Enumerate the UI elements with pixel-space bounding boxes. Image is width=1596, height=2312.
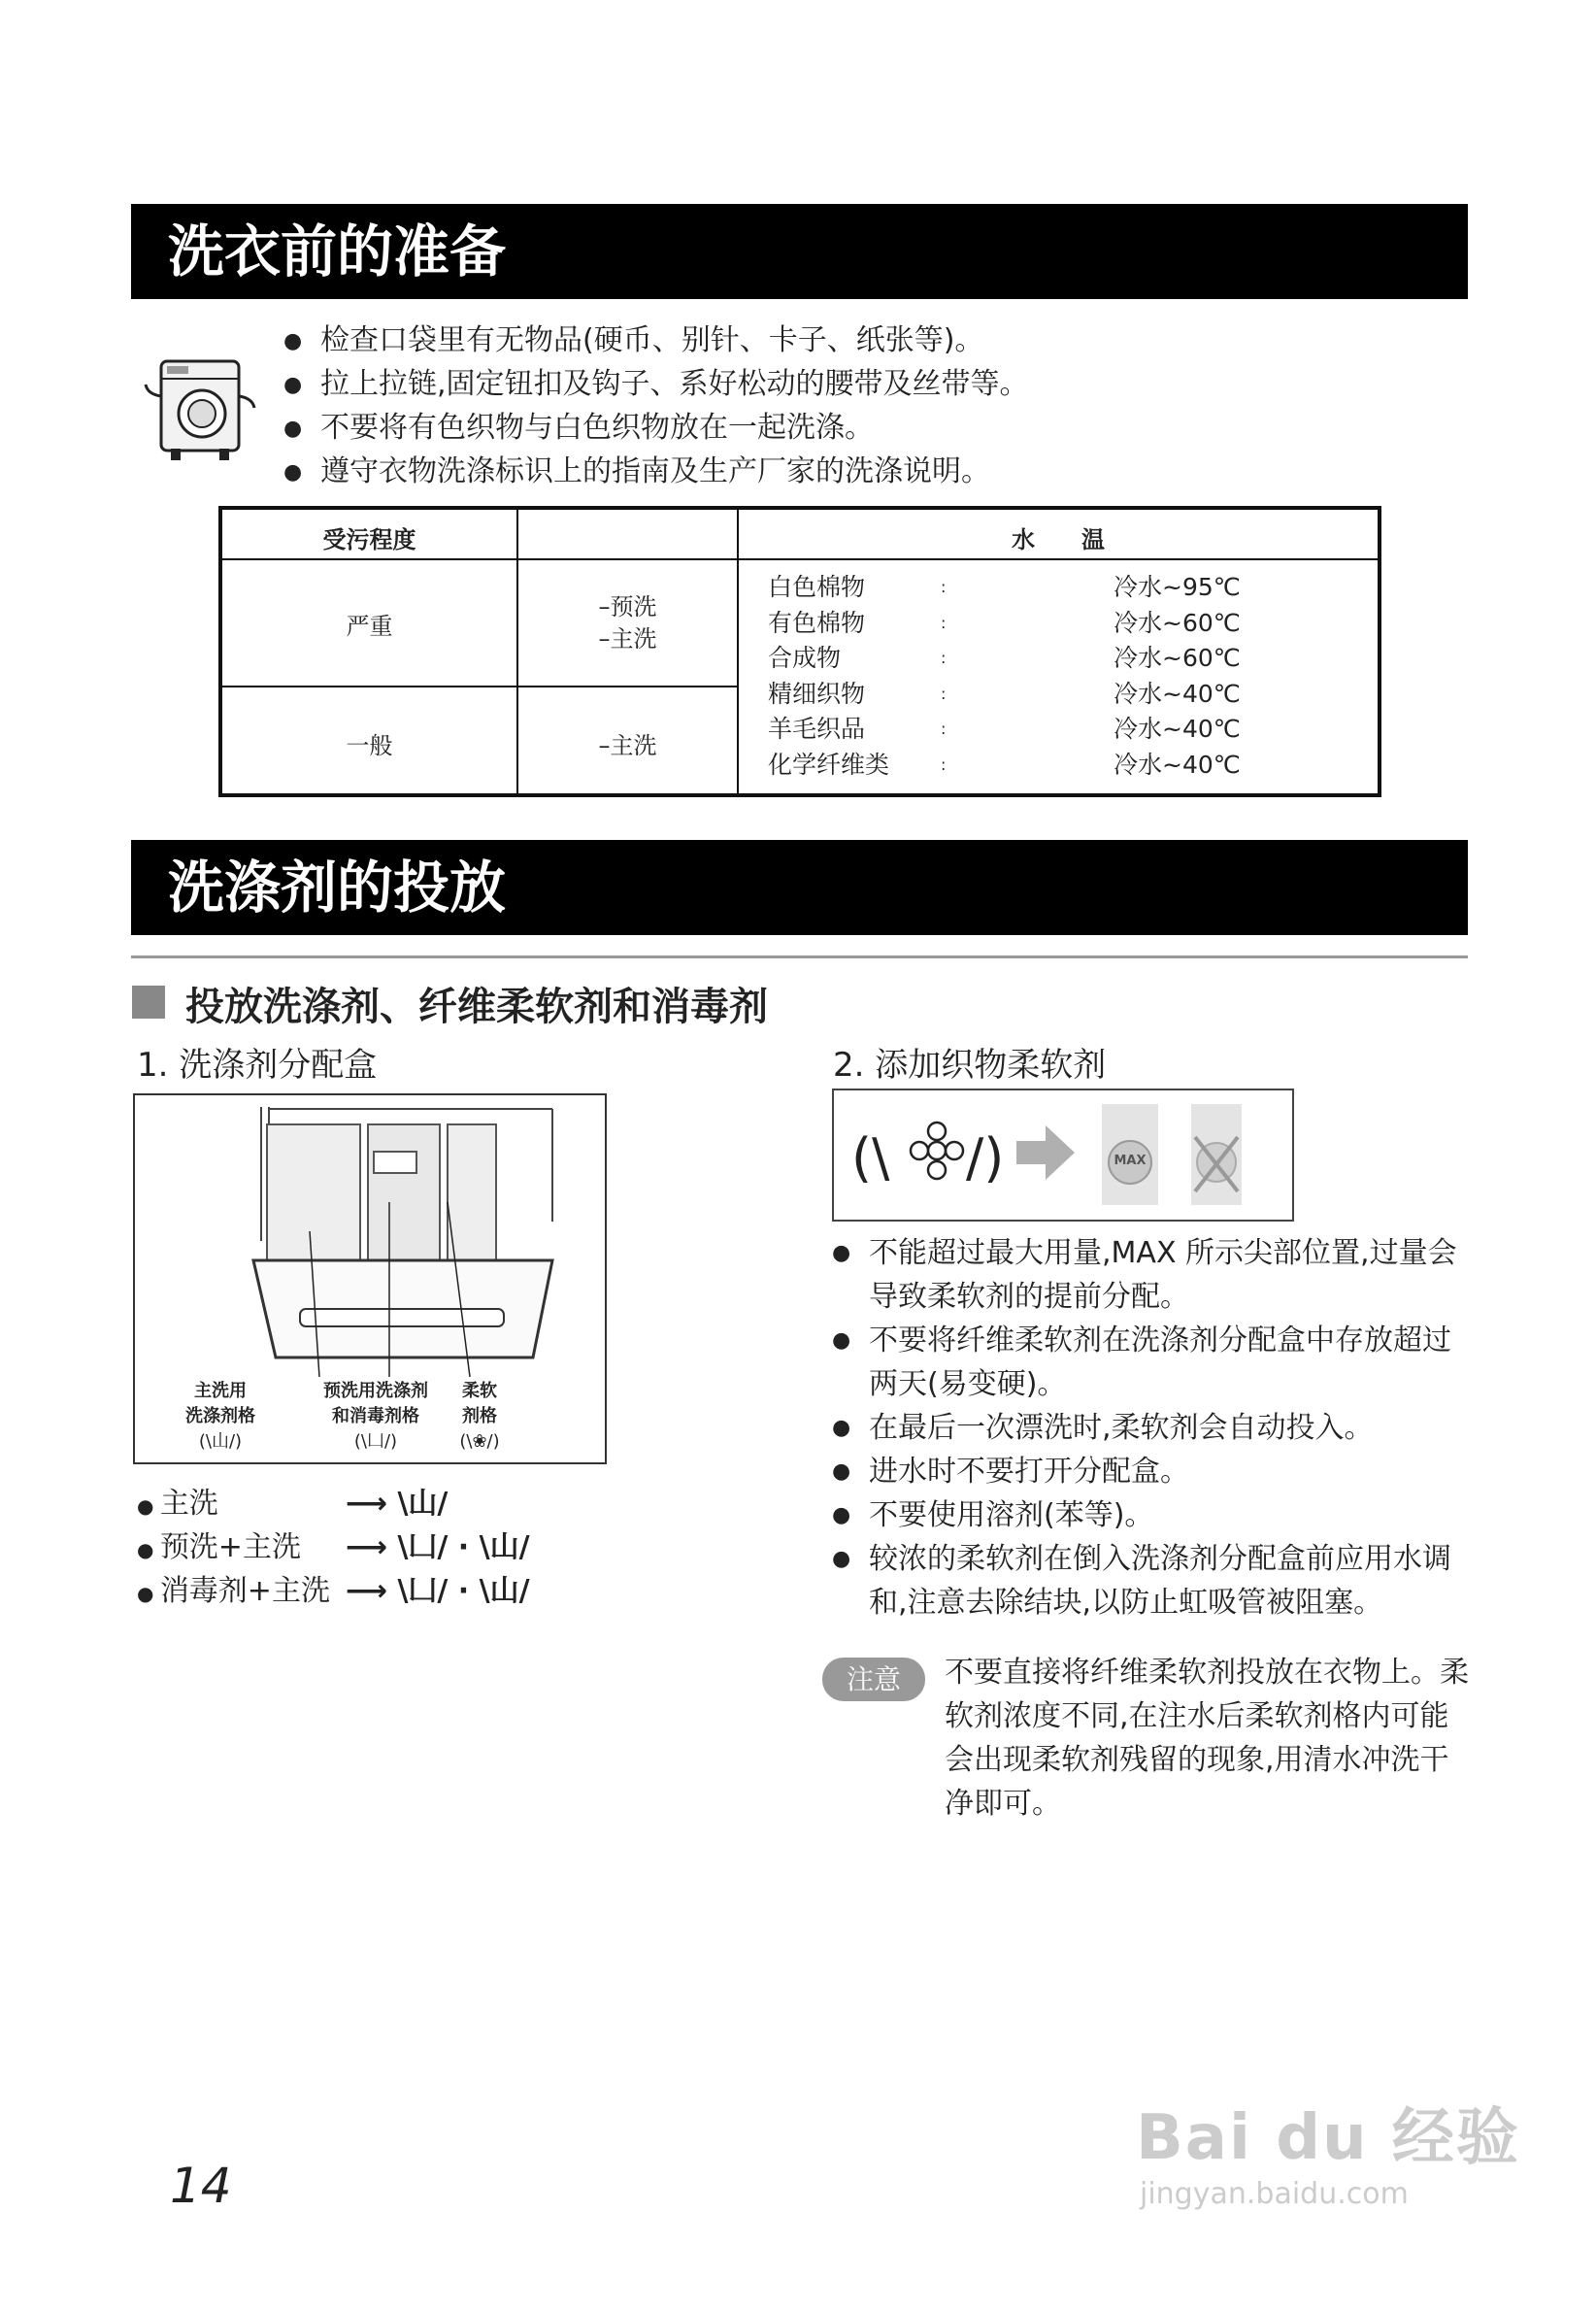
note-text: 不要直接将纤维柔软剂投放在衣物上。柔软剂浓度不同,在注水后柔软剂格内可能会出现柔软剂残留的现象,用清水冲洗干净即可。 [945, 1656, 1469, 1821]
list-item: ● 遵守衣物洗涤标识上的指南及生产厂家的洗涤说明。 [283, 450, 1029, 493]
subheading: 投放洗涤剂、纤维柔软剂和消毒剂 [185, 985, 768, 1029]
square-bullet-icon [132, 986, 165, 1019]
list-item: ● 不要将有色织物与白色织物放在一起洗涤。 [283, 406, 1029, 450]
list-item: ● 在最后一次漂洗时,柔软剂会自动投入。 [832, 1406, 1468, 1450]
soil-level-normal: 一般 [346, 732, 393, 759]
fabric-name: 化学纤维类 [768, 750, 890, 779]
list-item: ● 不能超过最大用量,MAX 所示尖部位置,过量会导致柔软剂的提前分配。 [832, 1231, 1468, 1319]
step1-title: 1. 洗涤剂分配盒 [137, 1046, 378, 1085]
section-title-detergent: 洗涤剂的投放 [131, 840, 1468, 935]
list-item: ● 不要将纤维柔软剂在洗涤剂分配盒中存放超过两天(易变硬)。 [832, 1319, 1468, 1406]
program-normal: –主洗 [598, 732, 657, 759]
svg-text:(\: (\ [851, 1127, 890, 1189]
fabric-name: 白色棉物 [768, 573, 866, 601]
list-item: ● 检查口袋里有无物品(硬币、别针、卡子、纸张等)。 [283, 318, 1029, 362]
dispenser-drawer-diagram [133, 1093, 607, 1464]
watermark: Bai du 经验 jingyan.baidu.com [1136, 2102, 1520, 2211]
list-item: ● 不要使用溶剂(苯等)。 [832, 1493, 1468, 1537]
fabric-name: 羊毛织品 [768, 715, 866, 743]
bullet-icon: ● [137, 1494, 160, 1518]
divider [131, 955, 1468, 958]
header-water-temp: 水 温 [1012, 526, 1105, 553]
fabric-name: 合成物 [768, 644, 842, 672]
soil-level-heavy: 严重 [346, 613, 393, 640]
section-title-preparation: 洗衣前的准备 [131, 204, 1468, 299]
fabric-temperature: 冷水~60℃ [1114, 608, 1241, 637]
page-number: 14 [170, 2158, 232, 2214]
mode-symbol: ⟶ \凵/ · \山/ [346, 1574, 530, 1608]
fabric-separator: : [941, 720, 947, 738]
preparation-list [283, 318, 1029, 493]
softener-diagram [832, 1089, 1294, 1222]
softener-list [832, 1231, 1468, 1625]
bullet-icon: ● [137, 1538, 160, 1561]
water-temperature-table [218, 506, 1381, 797]
step2-title: 2. 添加织物柔软剂 [833, 1046, 1107, 1085]
fabric-separator: : [941, 684, 947, 703]
compartment-label: 柔软 剂格 (\❀/) [459, 1381, 500, 1452]
softener-illustration [834, 1090, 1292, 1220]
fabric-name: 有色棉物 [768, 608, 866, 637]
mode-symbol: ⟶ \山/ [346, 1487, 449, 1521]
note-badge: 注意 [822, 1658, 925, 1701]
fabric-separator: : [941, 754, 947, 774]
program-heavy: –预洗 –主洗 [598, 593, 657, 653]
mode-symbol: ⟶ \凵/ · \山/ [346, 1530, 530, 1564]
fabric-temperature: 冷水~95℃ [1114, 573, 1241, 601]
fabric-temperature: 冷水~40℃ [1114, 750, 1241, 779]
svg-text:/): /) [966, 1127, 1005, 1189]
washing-machine-icon [144, 348, 258, 464]
compartment-label: 预洗用洗涤剂 和消毒剂格 (\凵/) [323, 1381, 428, 1452]
fabric-temperature: 冷水~40℃ [1114, 715, 1241, 743]
fabric-separator: : [941, 613, 947, 632]
list-item: ● 拉上拉链,固定钮扣及钩子、系好松动的腰带及丝带等。 [283, 362, 1029, 406]
fabric-name: 精细织物 [768, 679, 866, 708]
bullet-icon: ● [137, 1582, 160, 1605]
header-soil-level: 受污程度 [322, 526, 416, 553]
fabric-separator: : [941, 578, 947, 596]
list-item: ● 进水时不要打开分配盒。 [832, 1450, 1468, 1493]
fabric-temperature: 冷水~60℃ [1114, 644, 1241, 672]
fabric-separator: : [941, 649, 947, 667]
max-label: MAX [1114, 1154, 1147, 1168]
compartment-label: 主洗用 洗涤剂格 (\山/) [185, 1381, 255, 1452]
mode-label: ● 消毒剂+主洗 [137, 1574, 330, 1608]
mode-label: ● 主洗 [137, 1487, 218, 1521]
list-item: ● 较浓的柔软剂在倒入洗涤剂分配盒前应用水调和,注意去除结块,以防止虹吸管被阻塞。 [832, 1537, 1468, 1625]
mode-label: ● 预洗+主洗 [137, 1530, 301, 1564]
fabric-temperature: 冷水~40℃ [1114, 679, 1241, 708]
